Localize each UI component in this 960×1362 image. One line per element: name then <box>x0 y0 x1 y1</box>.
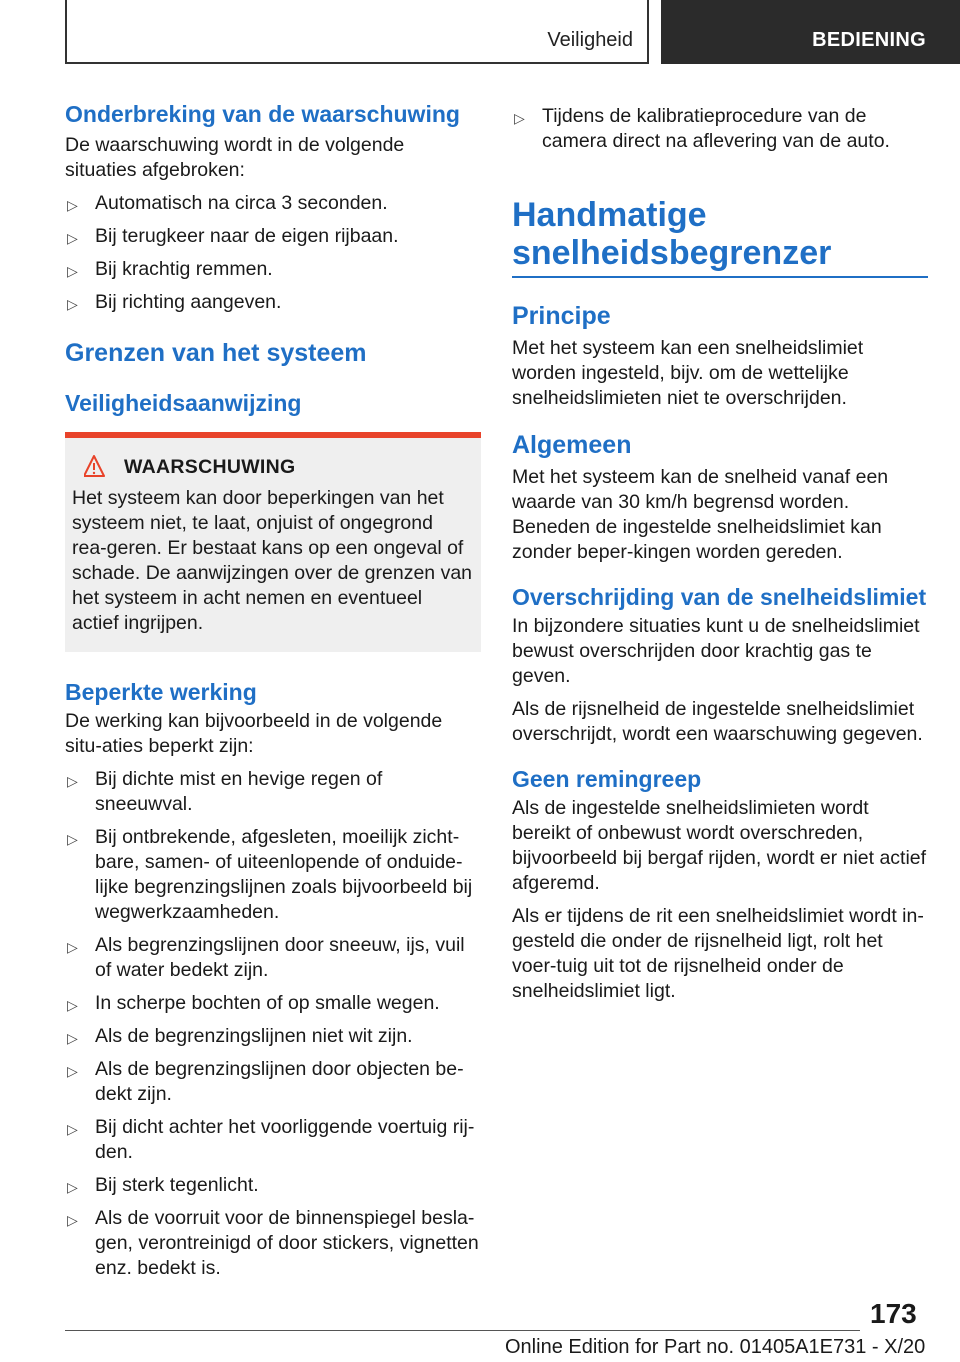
triangle-bullet-icon: ▷ <box>67 263 78 279</box>
safety-heading: Veiligheidsaanwijzing <box>65 390 302 416</box>
triangle-bullet-icon: ▷ <box>67 197 78 213</box>
list-item: ▷ In scherpe bochten of op smalle wegen. <box>65 991 481 1016</box>
list-item: ▷ Bij sterk tegenlicht. <box>65 1173 481 1198</box>
triangle-bullet-icon: ▷ <box>67 1121 78 1137</box>
triangle-bullet-icon: ▷ <box>514 110 525 126</box>
triangle-bullet-icon: ▷ <box>67 773 78 789</box>
limits-heading: Grenzen van het systeem <box>65 339 367 367</box>
footer-divider <box>65 1330 860 1331</box>
general-text: Met het systeem kan de snelheid vanaf een waarde van 30 km/h begrensd worden. Beneden de ingestelde snelheidslimiet kan zonder beper-kingen worden gereden. <box>512 466 889 563</box>
triangle-bullet-icon: ▷ <box>67 296 78 312</box>
section-title: Veiligheid <box>547 29 633 51</box>
warning-box <box>65 432 481 652</box>
list-item: ▷ Bij ontbrekende, afgesleten, moeilijk zicht-bare, samen- of uiteenlopende of onduide-lijke begrenzingslijnen zoals bijvoorbeeld bij wegwerkzaamheden. <box>67 826 473 923</box>
triangle-bullet-icon: ▷ <box>67 1179 78 1195</box>
triangle-bullet-icon: ▷ <box>67 230 78 246</box>
nobrake-text-1: Als de ingestelde snelheidslimieten wordt bereikt of onbewust wordt overschreden, bijvoorbeeld bij bergaf rijden, wordt er niet actief afgeremd. <box>512 797 927 894</box>
triangle-bullet-icon: ▷ <box>67 939 78 955</box>
exceed-heading: Overschrijding van de snelheidslimiet <box>512 584 927 610</box>
interrupt-heading: Onderbreking van de waarschuwing <box>65 101 460 127</box>
list-item: ▷ Bij dichte mist en hevige regen of sneeuwval. <box>67 768 383 815</box>
list-item: ▷ Bij richting aangeven. <box>65 290 481 315</box>
principle-text: Met het systeem kan een snelheidslimiet worden ingesteld, bijv. om de wettelijke snelheidslimieten niet te overschrijden. <box>512 337 864 409</box>
list-item: ▷ Bij terugkeer naar de eigen rijbaan. <box>65 224 481 249</box>
list-item: ▷ Als de begrenzingslijnen door objecten be-dekt zijn. <box>67 1058 464 1105</box>
triangle-bullet-icon: ▷ <box>67 1030 78 1046</box>
warning-title: WAARSCHUWING <box>124 455 296 478</box>
page-number: 173 <box>870 1298 917 1329</box>
exceed-text-2: Als de rijsnelheid de ingestelde snelheidslimiet overschrijdt, wordt een waarschuwing gegeven. <box>512 698 923 745</box>
left-column <box>65 100 481 1289</box>
list-item: ▷ Als de voorruit voor de binnenspiegel besla-gen, verontreinigd of door stickers, vignetten enz. bedekt is. <box>67 1207 479 1279</box>
exceed-text-1: In bijzondere situaties kunt u de snelheidslimiet bewust overschrijden door krachtig gas te geven. <box>512 615 920 687</box>
interrupt-list <box>65 191 481 315</box>
warning-triangle-icon <box>84 454 120 480</box>
interrupt-intro: De waarschuwing wordt in de volgende situaties afgebroken: <box>65 134 405 181</box>
chapter-tab <box>661 0 960 64</box>
right-column <box>512 100 928 1012</box>
list-item: ▷ Bij krachtig remmen. <box>65 257 481 282</box>
warning-text: Het systeem kan door beperkingen van het systeem niet, te laat, onjuist of ongegrond rea-geren. Er bestaat kans op een ongeval of schade. De aanwijzingen over de grenzen van het systeem in acht nemen en eventueel actief ingrijpen. <box>72 487 473 634</box>
section-tab <box>65 0 649 64</box>
chapter-title: BEDIENING <box>812 29 926 51</box>
continued-list <box>512 104 928 154</box>
list-item: ▷ Tijdens de kalibratieprocedure van de camera direct na aflevering van de auto. <box>514 105 890 152</box>
triangle-bullet-icon: ▷ <box>67 997 78 1013</box>
limited-heading: Beperkte werking <box>65 679 257 705</box>
list-item: ▷ Als de begrenzingslijnen niet wit zijn. <box>65 1024 481 1049</box>
footer-edition: Online Edition for Part no. 01405A1E731 - X/20 <box>505 1336 926 1358</box>
main-heading: Handmatige snelheidsbegrenzer <box>512 196 928 278</box>
list-item: ▷ Automatisch na circa 3 seconden. <box>65 191 481 216</box>
list-item: ▷ Bij dicht achter het voorliggende voertuig rij-den. <box>67 1116 475 1163</box>
limited-intro: De werking kan bijvoorbeeld in de volgende situ-aties beperkt zijn: <box>65 710 443 757</box>
nobrake-text-2: Als er tijdens de rit een snelheidslimiet wordt in-gesteld die onder de rijsnelheid ligt, rolt het voer-tuig uit tot de rijsnelheid onder de snelheidslimiet ligt. <box>512 905 924 1002</box>
general-heading: Algemeen <box>512 431 632 459</box>
nobrake-heading: Geen remingreep <box>512 766 702 792</box>
principle-heading: Principe <box>512 302 611 330</box>
triangle-bullet-icon: ▷ <box>67 1063 78 1079</box>
triangle-bullet-icon: ▷ <box>67 831 78 847</box>
list-item: ▷ Als begrenzingslijnen door sneeuw, ijs, vuil of water bedekt zijn. <box>67 934 465 981</box>
limited-list <box>65 767 481 1281</box>
triangle-bullet-icon: ▷ <box>67 1212 78 1228</box>
